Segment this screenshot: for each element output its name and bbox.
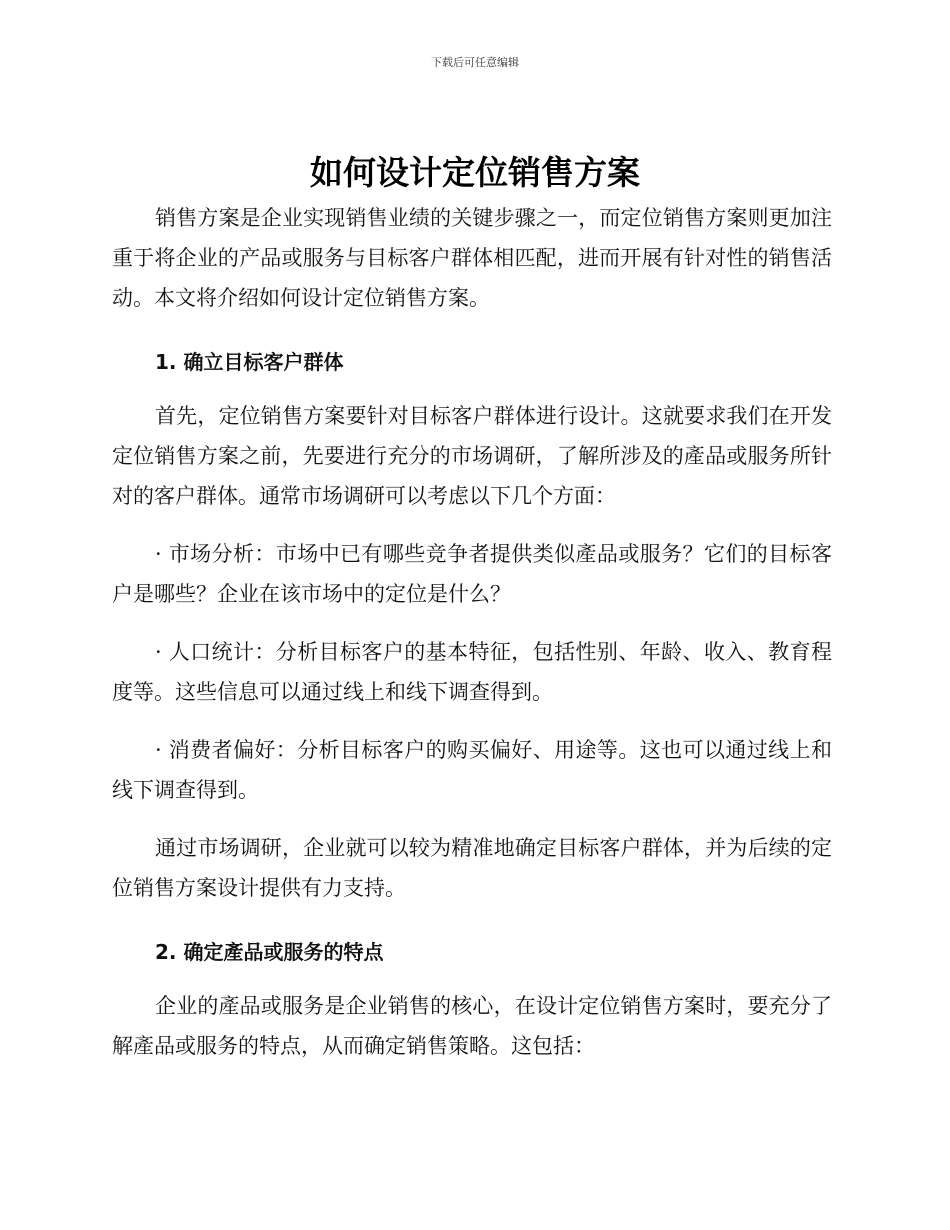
document-title: 如何设计定位销售方案 — [310, 153, 640, 192]
section-1-heading: 1. 确立目标客户群体 — [155, 350, 344, 374]
section-1-paragraph: 首先，定位销售方案要针对目标客户群体进行设计。这就要求我们在开发定位销售方案之前，先要进行充分的市场调研，了解所涉及的產品或服务所针对的客户群体。通常市场调研可以考虑以下几个方面： — [112, 404, 832, 508]
document-body — [112, 198, 832, 1066]
bullet-demographics: · 人口统计：分析目标客户的基本特征，包括性别、年龄、收入、教育程度等。这些信息可以通过线上和线下调查得到。 — [112, 640, 832, 704]
section-2-paragraph: 企业的產品或服务是企业销售的核心，在设计定位销售方案时，要充分了解產品或服务的特点，从而确定销售策略。这包括： — [112, 994, 832, 1058]
intro-paragraph: 销售方案是企业实现销售业绩的关键步骤之一，而定位销售方案则更加注重于将企业的产品或服务与目标客户群体相匹配，进而开展有针对性的销售活动。本文将介绍如何设计定位销售方案。 — [112, 206, 832, 310]
header-note: 下载后可任意编辑 — [431, 56, 519, 69]
bullet-market-analysis: · 市场分析：市场中已有哪些竞争者提供类似產品或服务？它们的目标客户是哪些？企业在该市场中的定位是什么？ — [112, 542, 832, 606]
bullet-consumer-preference: · 消费者偏好：分析目标客户的购买偏好、用途等。这也可以通过线上和线下调查得到。 — [112, 738, 832, 802]
section-1-closing: 通过市场调研，企业就可以较为精准地确定目标客户群体，并为后续的定位销售方案设计提供有力支持。 — [112, 836, 832, 900]
section-2-heading: 2. 确定產品或服务的特点 — [155, 940, 384, 964]
